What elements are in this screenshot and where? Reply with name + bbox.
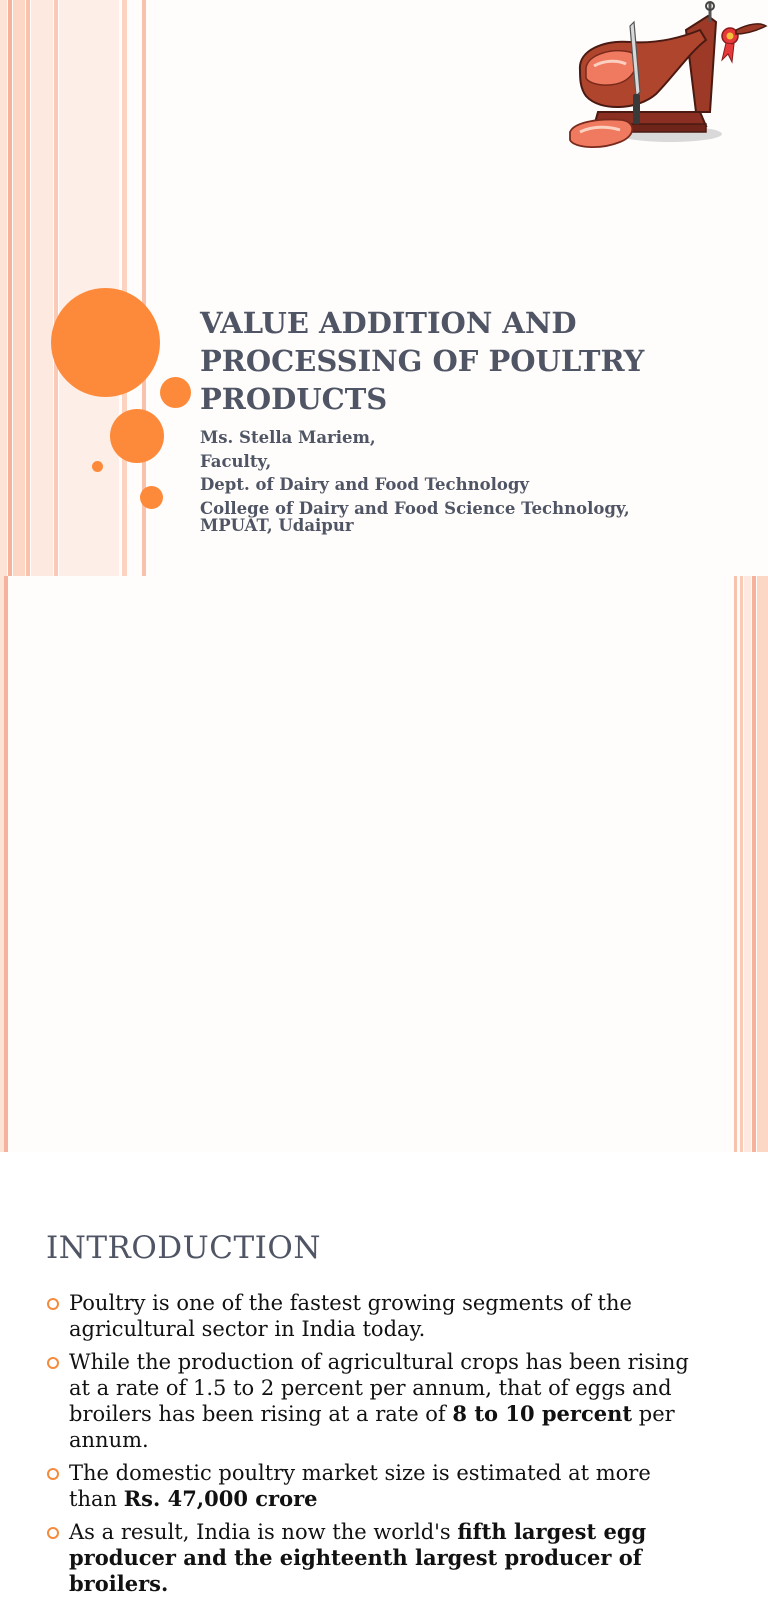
bullet-circle-icon: [47, 1298, 59, 1310]
presenter-name: Ms. Stella Mariem,: [200, 428, 376, 447]
bullet-circle-icon: [47, 1527, 59, 1539]
decorative-stripe: [744, 576, 751, 1152]
decorative-stripe: [757, 576, 768, 1152]
decorative-circle-small: [140, 486, 163, 509]
bullet-item: [46, 1349, 696, 1453]
decorative-stripe: [13, 0, 25, 576]
bullet-emphasis-text: fifth largest egg producer and the eighteenth largest producer of broilers.: [69, 1519, 647, 1596]
presenter-department: Dept. of Dairy and Food Technology: [200, 475, 529, 494]
bullet-text: While the production of agricultural crops has been rising at a rate of 1.5 to 2 percent per annum, that of eggs and broilers has been rising at a rate of: [69, 1350, 689, 1426]
introduction-slide: [0, 576, 768, 1596]
bullet-item: [46, 1290, 696, 1342]
bullet-circle-icon: [47, 1468, 59, 1480]
presenter-university: MPUAT, Udaipur: [200, 516, 354, 535]
bullet-text: per annum.: [69, 1402, 675, 1452]
ham-on-carving-stand-icon: [560, 0, 768, 160]
bullet-text: As a result, India is now the world's: [69, 1520, 458, 1544]
bullet-text: The domestic poultry market size is estimated at more than: [69, 1461, 651, 1511]
presentation-title: VALUE ADDITION AND PROCESSING OF POULTRY PRODUCTS: [200, 306, 645, 416]
decorative-stripe: [31, 0, 53, 576]
decorative-circle-tiny: [92, 461, 103, 472]
bullet-circle-icon: [47, 1357, 59, 1369]
decorative-stripe: [0, 0, 7, 576]
decorative-stripe: [54, 0, 58, 576]
decorative-stripe: [122, 0, 127, 576]
title-slide: [0, 0, 768, 576]
decorative-stripe: [734, 576, 737, 1152]
decorative-circle-small: [160, 377, 191, 408]
presenter-role: Faculty,: [200, 451, 272, 471]
bullet-list: [46, 1290, 696, 1604]
decorative-stripe: [8, 0, 12, 576]
slide-title: INTRODUCTION: [46, 1230, 321, 1266]
presenter-info: [200, 426, 760, 538]
decorative-stripe: [752, 576, 756, 1152]
bullet-item: [46, 1519, 696, 1597]
decorative-circle-large: [51, 288, 160, 397]
decorative-circle-medium: [110, 409, 164, 463]
bullet-emphasis-text: 8 to 10 percent: [452, 1401, 633, 1426]
decorative-stripe: [26, 0, 30, 576]
bullet-item: [46, 1460, 696, 1512]
presenter-college: College of Dairy and Food Science Technology,: [200, 498, 630, 518]
decorative-stripe: [740, 576, 743, 1152]
decorative-stripe: [4, 576, 8, 1152]
bullet-text: Poultry is one of the fastest growing segments of the agricultural sector in India today.: [69, 1291, 632, 1341]
bullet-emphasis-text: Rs. 47,000 crore: [123, 1486, 318, 1511]
